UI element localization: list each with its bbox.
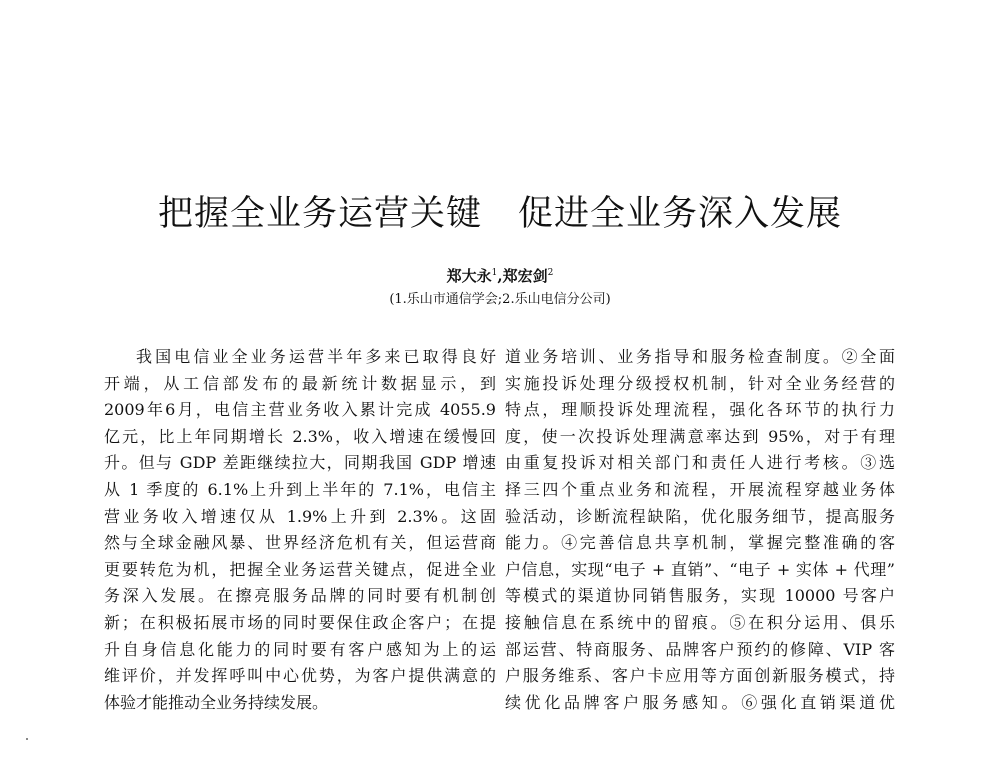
body-line: 升。但与 GDP 差距继续拉大，同期我国 GDP 增速 — [104, 453, 496, 473]
body-line: 2009年6月，电信主营业务收入累计完成 4055.9 — [104, 400, 496, 420]
article-title — [0, 190, 1000, 238]
body-column-right — [505, 344, 895, 716]
body-line: 择三四个重点业务和流程，开展流程穿越业务体 — [505, 479, 895, 499]
author-name-2: 郑宏剑 — [502, 267, 548, 285]
body-line: 开端，从工信部发布的最新统计数据显示，到 — [104, 373, 496, 393]
body-line: 户信息，实现“电子 + 直销”、“电子 + 实体 + 代理” — [505, 559, 895, 579]
body-line: 我国电信业全业务运营半年多来已取得良好 — [136, 347, 496, 366]
body-line: 务深入发展。在擦亮服务品牌的同时要有机制创 — [104, 586, 496, 606]
body-line: 部运营、特商服务、品牌客户预约的修障、VIP 客 — [505, 639, 895, 659]
author-separator: , — [497, 267, 503, 285]
body-line: 由重复投诉对相关部门和责任人进行考核。③选 — [505, 453, 895, 473]
body-line: 体验才能推动全业务持续发展。 — [104, 692, 329, 712]
body-line: 度，使一次投诉处理满意率达到 95%，对于有理 — [505, 426, 895, 446]
body-line: 道业务培训、业务指导和服务检查制度。②全面 — [505, 347, 895, 366]
scan-speck — [26, 738, 28, 740]
body-line: 营业务收入增速仅从 1.9%上升到 2.3%。这固 — [104, 506, 496, 526]
body-line: 维评价，并发挥呼叫中心优势，为客户提供满意的 — [104, 666, 496, 686]
author-affil-mark-2: 2 — [547, 268, 554, 278]
body-line: 新；在积极拓展市场的同时要保住政企客户；在提 — [104, 612, 496, 632]
body-line: 能力。④完善信息共享机制，掌握完整准确的客 — [505, 533, 895, 553]
body-line: 续优化品牌客户服务感知。⑥强化直销渠道优 — [505, 692, 895, 712]
body-line: 实施投诉处理分级授权机制，针对全业务经营的 — [505, 373, 895, 393]
affiliation-line: (1.乐山市通信学会;2.乐山电信分公司) — [389, 292, 611, 307]
article-title-part2: 促进全业务深入发展 — [518, 194, 843, 234]
body-line: 升自身信息化能力的同时要有客户感知为上的运 — [104, 639, 496, 659]
body-line: 户服务维系、客户卡应用等方面创新服务模式，持 — [505, 666, 895, 686]
body-line: 亿元，比上年同期增长 2.3%，收入增速在缓慢回 — [104, 426, 496, 446]
body-line: 然与全球金融风暴、世界经济危机有关，但运营商 — [104, 533, 496, 553]
body-line: 从 1 季度的 6.1%上升到上半年的 7.1%，电信主 — [104, 479, 496, 499]
author-line — [0, 262, 1000, 287]
article-title-part1: 把握全业务运营关键 — [157, 194, 482, 234]
body-line: 接触信息在系统中的留痕。⑤在积分运用、俱乐 — [505, 612, 895, 632]
author-name-1: 郑大永 — [446, 267, 492, 285]
body-line: 验活动，诊断流程缺陷，优化服务细节，提高服务 — [505, 506, 895, 526]
author-affil-mark-1: 1 — [491, 268, 498, 278]
body-line: 特点，理顺投诉处理流程，强化各环节的执行力 — [505, 400, 895, 420]
body-column-left — [104, 344, 496, 716]
body-line: 等模式的渠道协同销售服务，实现 10000 号客户 — [505, 586, 895, 606]
body-line: 更要转危为机，把握全业务运营关键点，促进全业 — [104, 559, 496, 579]
